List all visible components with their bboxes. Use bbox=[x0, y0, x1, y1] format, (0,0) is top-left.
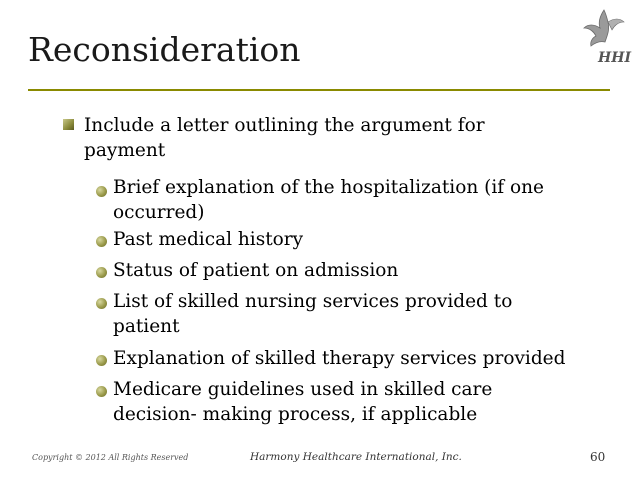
main-bullet-text: Include a letter outlining the argument for payment bbox=[84, 115, 485, 161]
round-bullet-icon bbox=[96, 355, 107, 366]
sub-bullet-text: Past medical history bbox=[113, 229, 304, 250]
sub-bullet-text: List of skilled nursing services provided to patient bbox=[113, 291, 513, 337]
logo-text: HHI bbox=[598, 50, 632, 66]
footer-copyright: Copyright © 2012 All Rights Reserved bbox=[32, 453, 189, 462]
round-bullet-icon bbox=[96, 186, 107, 197]
sub-bullet-text: Medicare guidelines used in skilled care decision- making process, if applicable bbox=[113, 379, 493, 425]
round-bullet-icon bbox=[96, 267, 107, 278]
square-bullet-icon bbox=[63, 119, 74, 130]
footer-company: Harmony Healthcare International, Inc. bbox=[250, 451, 462, 463]
round-bullet-icon bbox=[96, 298, 107, 309]
round-bullet-icon bbox=[96, 386, 107, 397]
sub-bullet-text: Brief explanation of the hospitalization (if one occurred) bbox=[113, 177, 545, 223]
page-number: 60 bbox=[590, 450, 606, 464]
slide-title: Reconsideration bbox=[28, 30, 301, 69]
sub-bullet-text: Status of patient on admission bbox=[113, 260, 399, 281]
round-bullet-icon bbox=[96, 236, 107, 247]
sub-bullet-text: Explanation of skilled therapy services provided bbox=[113, 348, 566, 369]
